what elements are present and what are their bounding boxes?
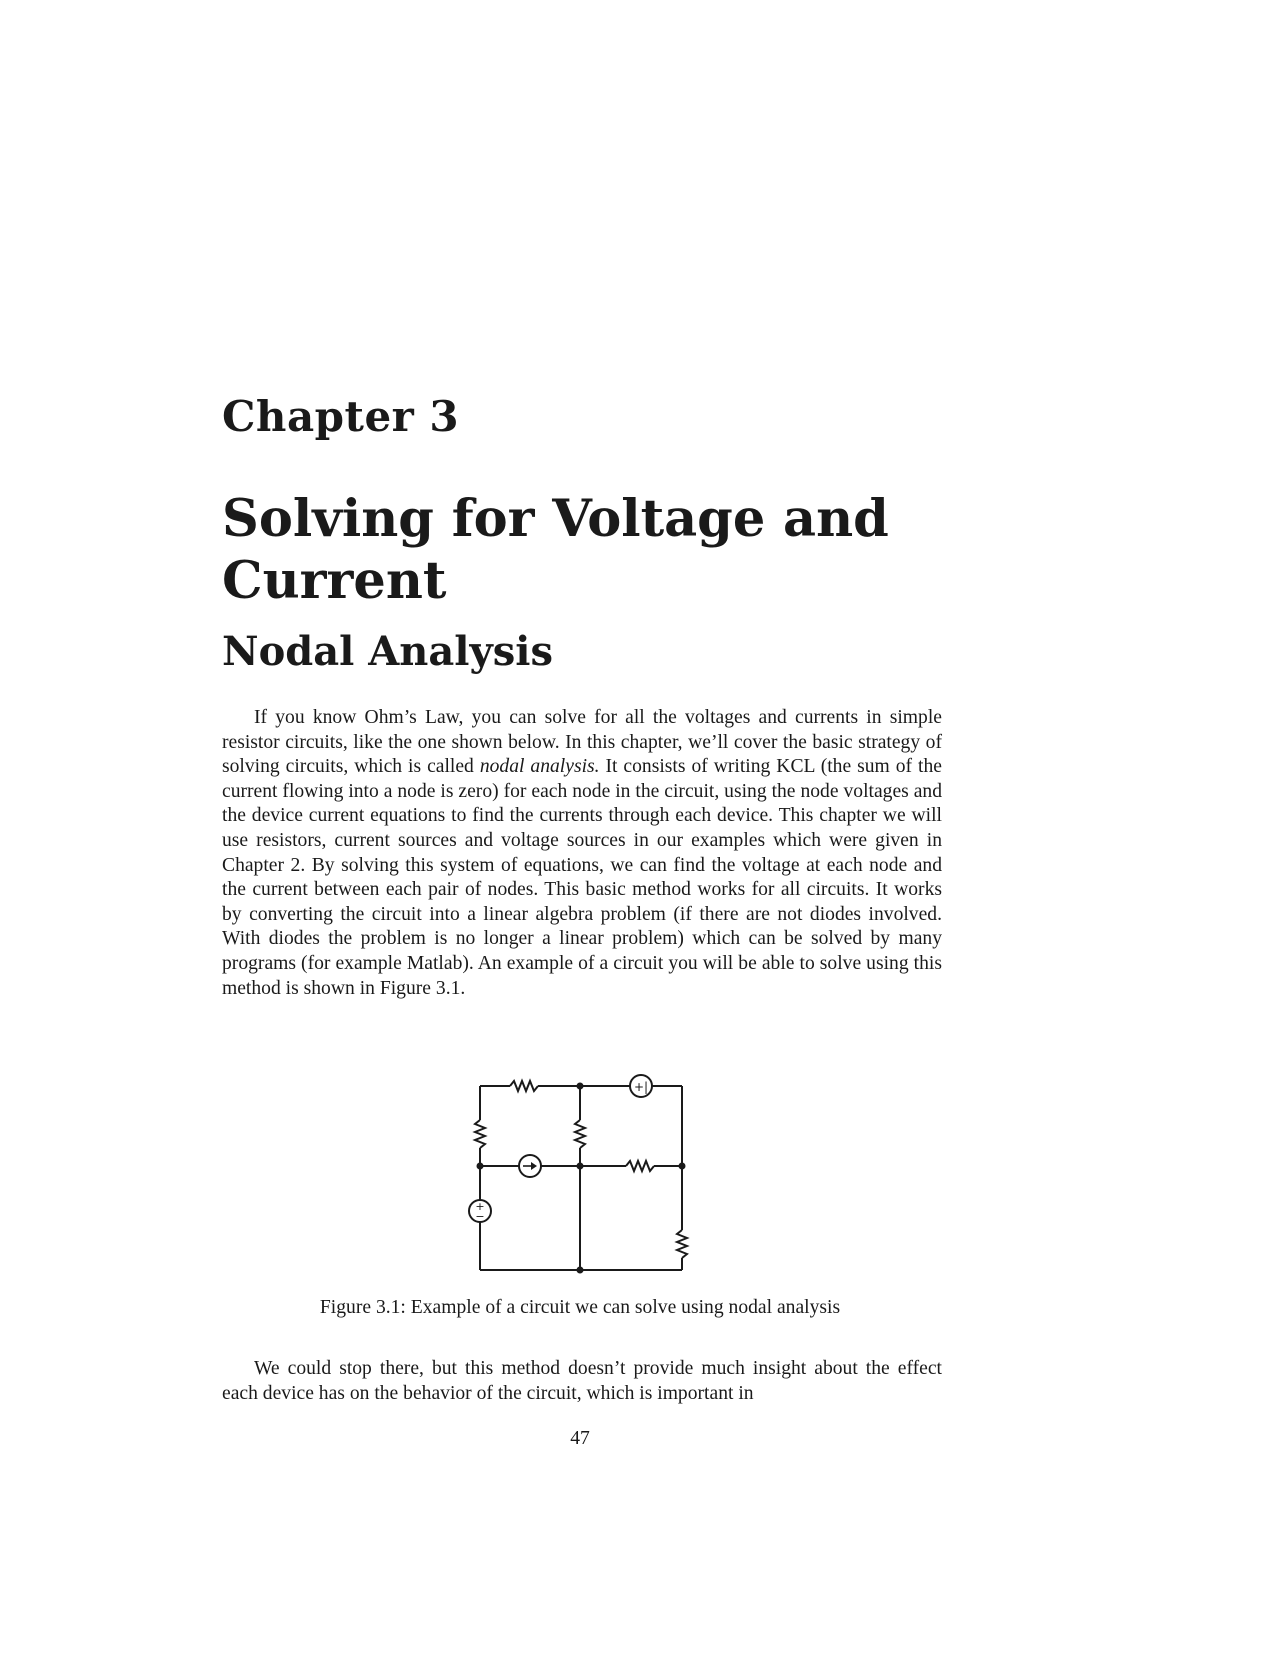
voltage-source-top-symbol: +| (633, 1080, 649, 1094)
intro-text-end: It consists of writing KCL (the sum of the current flowing into a node is zero) for each node in the circuit, using the node voltages and the device current equations to find the currents through each device. This chapter we will use resistors, current sources and voltage sources in our examples which were given in Chapter 2. By solving this system of equations, we can find the voltage at each node and the current between each pair of nodes. This basic method works for all circuits. It works by converting the circuit into a linear algebra problem (if there are not diodes involved. With diodes the problem is no longer a linear problem) which can be solved by many programs (for example Matlab). An example of a circuit you will be able to solve using this method is shown in Figure 3.1. (222, 756, 942, 999)
circuit-figure (460, 1066, 700, 1276)
current-arrow-head-icon (531, 1162, 537, 1170)
resistor-left (475, 1120, 485, 1148)
intro-text-start: If you know Ohm’s Law, you can solve for all the voltages and currents in simple resistor circuits, like the one shown below. In this chapter, we’ll cover the basic strategy of solving circuits, which is called (222, 707, 942, 778)
node-right-middle (679, 1163, 686, 1170)
node-left-middle (477, 1163, 484, 1170)
nodal-analysis-term: nodal analysis. (479, 756, 600, 778)
chapter-label: Chapter 3 (222, 392, 460, 441)
continuation-paragraph: We could stop there, but this method doesn’t provide much insight about the effect each device has on the behavior of the circuit, which is important in (222, 1358, 942, 1404)
section-title: Nodal Analysis (222, 628, 553, 675)
page-number: 47 (570, 1428, 590, 1449)
node-top-middle (577, 1083, 584, 1090)
voltage-source-left-minus: − (475, 1210, 485, 1223)
resistor-right (677, 1230, 687, 1258)
voltage-source-left-plus: + (475, 1200, 485, 1213)
resistor-middle-horizontal (626, 1161, 654, 1171)
chapter-title: Solving for Voltage and Current (222, 489, 889, 611)
node-center (577, 1163, 584, 1170)
resistor-middle (575, 1120, 585, 1148)
node-bottom-middle (577, 1267, 584, 1274)
intro-paragraph (222, 706, 942, 1001)
figure-caption: Figure 3.1: Example of a circuit we can solve using nodal analysis (319, 1297, 841, 1318)
circuit-diagram (460, 1066, 700, 1276)
resistor-top (510, 1081, 538, 1091)
